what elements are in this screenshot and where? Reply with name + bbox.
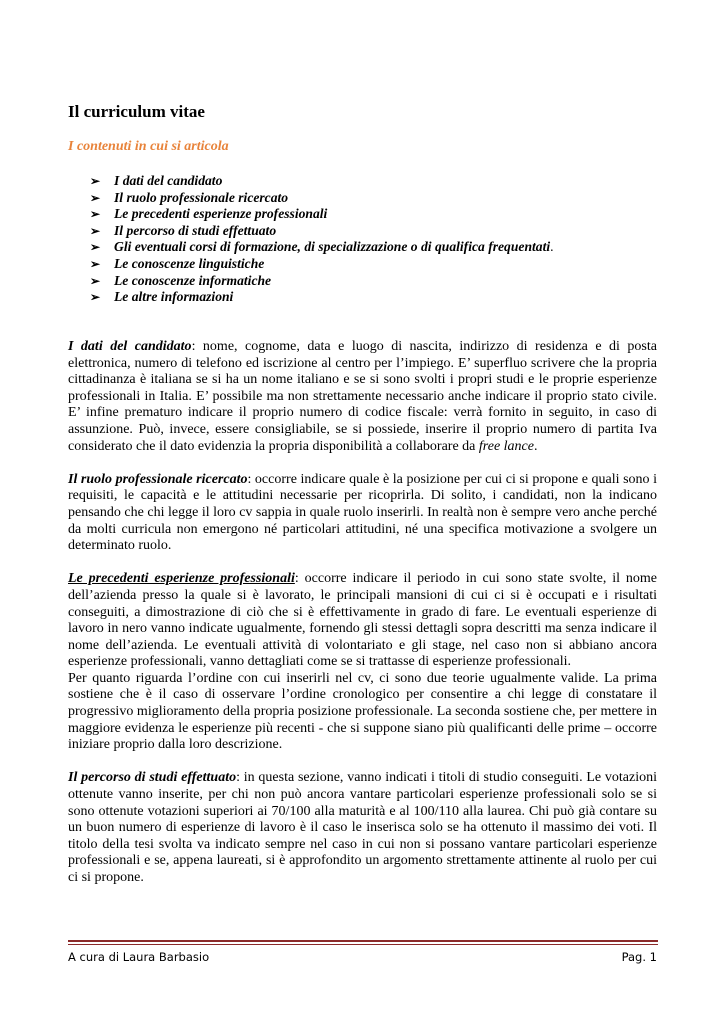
paragraph-ruolo: Il ruolo professionale ricercato: occorre indicare quale è la posizione per cui ci si propone e quali sono i requisiti, le capacità e le attitudini necessarie per ricoprirla. Di solito, i candidati, non la indicano pensando che chi legge il loro cv sappia in quale ruolo inserirli. In realtà non è sempre vero anche perché da molti curricula non emergono né particolari attitudini, né una specifica motivazione a svolgere un determinato ruolo. — [68, 471, 658, 554]
footer-page-number: Pag. 1 — [621, 950, 657, 964]
footer-divider-thin — [68, 944, 658, 945]
paragraph-lead: Il ruolo professionale ricercato — [68, 471, 248, 487]
contents-list — [90, 173, 554, 306]
list-item: ➢ Gli eventuali corsi di formazione, di specializzazione o di qualifica frequentati. — [90, 239, 554, 255]
paragraph-esperienze-ordine: Per quanto riguarda l’ordine con cui inserirli nel cv, ci sono due teorie ugualmente valide. La prima sostiene che è il caso di osservare l’ordine cronologico per consentire a chi legge di constatare il progressivo miglioramento della propria posizione professionale. La seconda sostiene che, per mettere in maggiore evidenza le esperienze più recenti - che si suppone siano più qualificanti delle prime – occorre iniziare proprio dalla loro descrizione. — [68, 670, 657, 753]
page-title: Il curriculum vitae — [68, 102, 205, 121]
arrow-bullet-icon: ➢ — [90, 207, 101, 222]
arrow-bullet-icon: ➢ — [90, 190, 101, 205]
list-item: ➢ Le precedenti esperienze professionali — [90, 206, 328, 222]
document-body — [68, 339, 657, 903]
paragraph-dati: I dati del candidato: nome, cognome, data e luogo di nascita, indirizzo di residenza e di posta elettronica, numero di telefono ed iscrizione al centro per l’impiego. E’ superfluo scrivere che la propria cittadinanza è italiana se si ha un nome italiano e se si sono svolti i propri studi e le proprie esperienze professionali in Italia. E’ possibile ma non strettamente necessario anche indicare il proprio stato civile. E’ infine prematuro indicare il proprio numero di codice fiscale: verrà fornito in seguito, in caso di assunzione. Può, invece, essere consigliabile, se si possiede, inserire il proprio numero di partita Iva considerato che il dato evidenzia la propria disponibilità a collaborare da free lance. — [68, 339, 657, 454]
arrow-bullet-icon: ➢ — [90, 273, 101, 288]
paragraph-lead: Il percorso di studi effettuato — [68, 770, 237, 786]
list-item: ➢ Il ruolo professionale ricercato — [90, 189, 289, 205]
paragraph-lead: Le precedenti esperienze professionali — [68, 571, 295, 587]
list-item: ➢ Le conoscenze linguistiche — [90, 255, 265, 271]
arrow-bullet-icon: ➢ — [90, 223, 101, 238]
arrow-bullet-icon: ➢ — [90, 240, 101, 255]
arrow-bullet-icon: ➢ — [90, 174, 101, 188]
footer-author: A cura di Laura Barbasio — [68, 950, 210, 964]
list-item: ➢ Il percorso di studi effettuato — [90, 222, 277, 238]
list-item: ➢ Le conoscenze informatiche — [90, 272, 272, 288]
paragraph-esperienze: Le precedenti esperienze professionali: occorre indicare il periodo in cui sono state svolte, il nome dell’azienda presso la quale si è lavorato, le principali mansioni di cui ci si è occupati e i risultati conseguiti, a dimostrazione di ciò che si è effettivamente in grado di fare. Le eventuali esperienze di lavoro in nero vanno indicate ugualmente, fornendo gli stessi dettagli sopra descritti ma senza indicare il nome dell’azienda. Le eventuali attività di volontariato e gli stage, nel caso non si abbiano ancora esperienze professionali, vanno dettagliati come se si trattasse di esperienze professionali. — [68, 571, 658, 670]
list-item: ➢ Le altre informazioni — [90, 289, 234, 305]
paragraph-lead: I dati del candidato — [68, 339, 192, 354]
paragraph-studi: Il percorso di studi effettuato: in questa sezione, vanno indicati i titoli di studio conseguiti. Le votazioni ottenute vanno inserite, per chi non può ancora vantare particolari esperienze professionali solo se si sono ottenute votazioni superiori ai 70/100 alla maturità e al 100/110 alla laurea. Chi può già contare su un buon numero di esperienze di lavoro è il caso le inserisca solo se ha ottenuto il massimo dei voti. Il titolo della tesi svolta va indicato sempre nel caso in cui non si possano vantare particolari esperienze professionali e se, appena laureati, si è approfondito un argomento strettamente attinente al ruolo per cui ci si propone. — [68, 770, 657, 885]
arrow-bullet-icon: ➢ — [90, 256, 101, 271]
footer-divider — [68, 940, 658, 942]
arrow-bullet-icon: ➢ — [90, 290, 101, 305]
list-item: ➢ I dati del candidato — [90, 173, 223, 188]
page-subtitle: I contenuti in cui si articola — [68, 139, 229, 154]
